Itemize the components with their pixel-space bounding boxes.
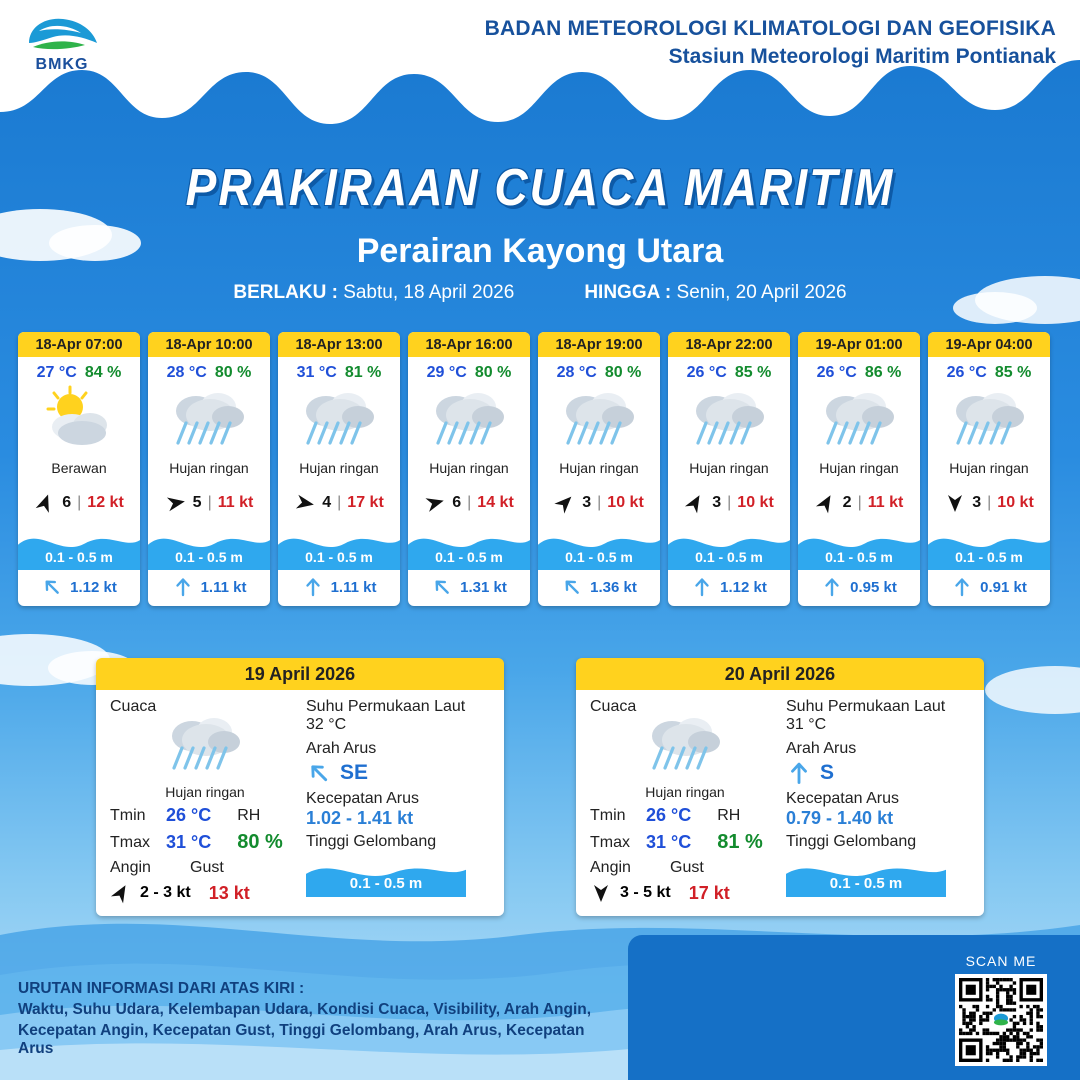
- wind-direction-arrow-icon: [590, 882, 612, 904]
- rain-icon: [928, 384, 1050, 458]
- hourly-temperature: 28 °C: [556, 364, 597, 381]
- hourly-wind: [928, 482, 1050, 524]
- validity-range: [0, 282, 1080, 304]
- hourly-humidity: 80 %: [214, 364, 252, 381]
- daily-current-speed: 1.02 - 1.41 kt: [306, 808, 414, 828]
- hourly-temp-rh: [278, 357, 400, 384]
- daily-wind-speed: 3 - 5 kt: [620, 884, 671, 901]
- rain-icon: [162, 710, 248, 782]
- hourly-time: 18-Apr 22:00: [668, 332, 790, 357]
- hourly-temperature: 27 °C: [36, 364, 77, 381]
- hourly-condition: Berawan: [51, 460, 107, 476]
- hourly-wave-height: 0.1 - 0.5 m: [435, 549, 503, 565]
- hourly-wave-height: 0.1 - 0.5 m: [695, 549, 763, 565]
- daily-wave-box: [306, 855, 466, 897]
- rain-icon: [538, 384, 660, 458]
- valid-from-value: Sabtu, 18 April 2026: [343, 282, 515, 303]
- wind-separator: |: [727, 494, 732, 511]
- footer-line-2: Kecepatan Angin, Kecepatan Gust, Tinggi Gelombang, Arah Arus, Kecepatan Arus: [18, 1022, 585, 1057]
- rain-icon: [148, 384, 270, 458]
- hourly-wind-speed: 12 kt: [87, 494, 124, 511]
- hourly-time: 18-Apr 19:00: [538, 332, 660, 357]
- hourly-time: 18-Apr 10:00: [148, 332, 270, 357]
- hourly-condition: Hujan ringan: [689, 460, 769, 476]
- daily-gust: 13 kt: [208, 882, 250, 903]
- current-direction-arrow-icon: [691, 576, 713, 598]
- current-direction-arrow-icon: [557, 571, 588, 602]
- footer-line-1: Waktu, Suhu Udara, Kelembapan Udara, Kondisi Cuaca, Visibility, Arah Angin,: [18, 1001, 592, 1018]
- hourly-time: 19-Apr 04:00: [928, 332, 1050, 357]
- daily-current-dir-label: Arah Arus: [786, 740, 857, 757]
- daily-forecast-list: [0, 658, 1080, 916]
- hourly-wind-speed: 10 kt: [607, 494, 644, 511]
- wind-separator: |: [467, 494, 472, 511]
- hourly-condition: Hujan ringan: [169, 460, 249, 476]
- hourly-wind-dir: 2: [842, 494, 852, 511]
- daily-tmin-row: [110, 805, 300, 826]
- daily-wind-label: Angin: [110, 859, 151, 876]
- hourly-current: [408, 570, 530, 606]
- page-title: PRAKIRAAN CUACA MARITIM: [185, 157, 895, 217]
- valid-from-label: BERLAKU :: [233, 282, 338, 303]
- hourly-wind-dir: 5: [192, 494, 202, 511]
- daily-current-dir-label: Arah Arus: [306, 740, 377, 757]
- hourly-wind: [798, 482, 920, 524]
- hourly-wind-dir: 6: [452, 494, 462, 511]
- daily-sst: 32 °C: [306, 716, 347, 733]
- valid-to: [584, 282, 846, 304]
- rain-icon: [668, 384, 790, 458]
- hourly-current: [668, 570, 790, 606]
- hourly-time: 18-Apr 16:00: [408, 332, 530, 357]
- rain-icon: [590, 716, 780, 782]
- daily-tmin: 26 °C: [646, 805, 692, 825]
- daily-wave-height: 0.1 - 0.5 m: [349, 875, 423, 892]
- hourly-wind-dir: 3: [972, 494, 982, 511]
- hourly-current: [538, 570, 660, 606]
- hourly-card: [18, 332, 140, 606]
- hourly-wind-speed: 10 kt: [997, 494, 1034, 511]
- hourly-card: [408, 332, 530, 606]
- daily-rh-label: RH: [237, 806, 261, 824]
- daily-gust-label: Gust: [190, 859, 224, 876]
- hourly-card: [538, 332, 660, 606]
- hourly-wave-height: 0.1 - 0.5 m: [955, 549, 1023, 565]
- daily-tmax-label: Tmax: [110, 833, 150, 851]
- page-subtitle: Perairan Kayong Utara: [356, 232, 724, 270]
- daily-sst: 31 °C: [786, 716, 827, 733]
- daily-tmin-label: Tmin: [110, 806, 146, 824]
- rain-icon: [946, 385, 1032, 457]
- wind-direction-arrow-icon: [292, 490, 317, 515]
- daily-tmin-row: [590, 805, 780, 826]
- hourly-current-speed: 1.31 kt: [460, 578, 507, 596]
- hourly-temp-rh: [148, 357, 270, 384]
- daily-current-speed-label: Kecepatan Arus: [786, 790, 899, 807]
- rain-icon: [278, 384, 400, 458]
- hourly-current: [148, 570, 270, 606]
- wind-separator: |: [987, 494, 992, 511]
- hourly-card: [278, 332, 400, 606]
- daily-wave-label: Tinggi Gelombang: [306, 833, 437, 850]
- daily-card: [96, 658, 504, 916]
- daily-wave-label: Tinggi Gelombang: [786, 833, 917, 850]
- rain-icon: [296, 385, 382, 457]
- daily-rh: 81 %: [717, 831, 763, 853]
- hourly-time: 18-Apr 13:00: [278, 332, 400, 357]
- hourly-temperature: 26 °C: [686, 364, 727, 381]
- daily-condition: Hujan ringan: [645, 784, 725, 800]
- daily-tmax-row: [590, 831, 780, 854]
- hourly-wave: [408, 524, 530, 570]
- hourly-card: [668, 332, 790, 606]
- wind-direction-arrow-icon: [550, 487, 581, 518]
- hourly-current: [18, 570, 140, 606]
- bmkg-logo-text: BMKG: [35, 55, 89, 73]
- rain-icon: [426, 385, 512, 457]
- hourly-wind-speed: 14 kt: [477, 494, 514, 511]
- hourly-current: [928, 570, 1050, 606]
- daily-current-dir-row: [786, 760, 970, 786]
- scan-me-label: SCAN ME: [965, 953, 1037, 969]
- daily-wave-height: 0.1 - 0.5 m: [829, 875, 903, 892]
- hourly-forecast-list: [18, 332, 1062, 606]
- partly-cloudy-icon: [36, 385, 122, 457]
- daily-current-dir: SE: [340, 761, 369, 784]
- hourly-condition: Hujan ringan: [949, 460, 1029, 476]
- daily-weather-label: Cuaca: [110, 698, 157, 715]
- hourly-condition: Hujan ringan: [819, 460, 899, 476]
- daily-card: [576, 658, 984, 916]
- hourly-wind: [668, 482, 790, 524]
- daily-date: 20 April 2026: [576, 658, 984, 690]
- hourly-wind-dir: 3: [582, 494, 592, 511]
- hourly-humidity: 86 %: [864, 364, 902, 381]
- current-direction-arrow-icon: [302, 576, 324, 598]
- hourly-temp-rh: [928, 357, 1050, 384]
- daily-current-dir-row: [306, 760, 490, 786]
- hourly-wave-height: 0.1 - 0.5 m: [565, 549, 633, 565]
- daily-tmax-row: [110, 831, 300, 854]
- hourly-wave: [798, 524, 920, 570]
- daily-sst-label: Suhu Permukaan Laut: [786, 698, 946, 715]
- scan-me-block[interactable]: [946, 953, 1056, 1066]
- hourly-current-speed: 1.36 kt: [590, 578, 637, 596]
- daily-weather-label: Cuaca: [590, 698, 637, 715]
- hourly-condition: Hujan ringan: [429, 460, 509, 476]
- station-name: Stasiun Meteorologi Maritim Pontianak: [668, 44, 1056, 68]
- qr-code[interactable]: [955, 974, 1047, 1066]
- daily-tmax: 31 °C: [646, 832, 692, 852]
- hourly-temperature: 26 °C: [946, 364, 987, 381]
- hourly-wind: [278, 482, 400, 524]
- header-titles: [485, 17, 1056, 68]
- daily-gust-label: Gust: [670, 859, 704, 876]
- rain-icon: [556, 385, 642, 457]
- hourly-current: [798, 570, 920, 606]
- hourly-temp-rh: [408, 357, 530, 384]
- footer-title: URUTAN INFORMASI DARI ATAS KIRI :: [18, 980, 305, 997]
- hourly-wave: [538, 524, 660, 570]
- current-direction-arrow-icon: [427, 571, 458, 602]
- wind-direction-arrow-icon: [422, 490, 449, 517]
- hourly-current-speed: 0.95 kt: [850, 578, 897, 596]
- hourly-temp-rh: [18, 357, 140, 384]
- daily-wind-label-row: [110, 859, 300, 877]
- daily-wind-speed: 2 - 3 kt: [140, 884, 191, 901]
- hourly-temp-rh: [668, 357, 790, 384]
- hourly-wave: [668, 524, 790, 570]
- wind-separator: |: [337, 494, 342, 511]
- hourly-wave: [278, 524, 400, 570]
- rain-icon: [166, 385, 252, 457]
- hourly-temperature: 26 °C: [816, 364, 857, 381]
- daily-wind-row: [110, 882, 300, 904]
- hourly-temperature: 31 °C: [296, 364, 337, 381]
- hourly-card: [928, 332, 1050, 606]
- hourly-current-speed: 1.12 kt: [720, 578, 767, 596]
- rain-icon: [816, 385, 902, 457]
- bmkg-logo: [14, 13, 110, 74]
- wind-separator: |: [597, 494, 602, 511]
- hourly-wave-height: 0.1 - 0.5 m: [305, 549, 373, 565]
- hourly-wave: [18, 524, 140, 570]
- valid-from: [233, 282, 514, 304]
- daily-rh: 80 %: [237, 831, 283, 853]
- hourly-wind: [18, 482, 140, 524]
- wind-separator: |: [857, 494, 862, 511]
- rain-icon: [110, 716, 300, 782]
- current-direction-arrow-icon: [786, 760, 812, 786]
- page-header: [0, 0, 1080, 80]
- hourly-card: [798, 332, 920, 606]
- hourly-card: [148, 332, 270, 606]
- current-direction-arrow-icon: [821, 576, 843, 598]
- wind-direction-arrow-icon: [163, 490, 188, 515]
- hourly-current-speed: 1.11 kt: [200, 578, 247, 596]
- hourly-time: 18-Apr 07:00: [18, 332, 140, 357]
- valid-to-value: Senin, 20 April 2026: [676, 282, 847, 303]
- wind-direction-arrow-icon: [106, 878, 136, 908]
- current-direction-arrow-icon: [301, 755, 338, 792]
- hourly-humidity: 85 %: [734, 364, 772, 381]
- wind-direction-arrow-icon: [680, 488, 710, 518]
- hourly-wind-dir: 3: [712, 494, 722, 511]
- hourly-wind-speed: 17 kt: [347, 494, 384, 511]
- daily-wind-label-row: [590, 859, 780, 877]
- wind-separator: |: [207, 494, 212, 511]
- daily-wind-row: [590, 882, 780, 904]
- valid-to-label: HINGGA :: [584, 282, 672, 303]
- hourly-humidity: 81 %: [344, 364, 382, 381]
- wind-direction-arrow-icon: [944, 492, 966, 514]
- hourly-wind-dir: 6: [62, 494, 72, 511]
- daily-tmin-label: Tmin: [590, 806, 626, 824]
- rain-icon: [408, 384, 530, 458]
- bmkg-logo-mark: [23, 13, 101, 55]
- hourly-humidity: 84 %: [84, 364, 122, 381]
- hourly-temperature: 29 °C: [426, 364, 467, 381]
- daily-tmax-label: Tmax: [590, 833, 630, 851]
- wind-separator: |: [77, 494, 82, 511]
- partly-cloudy-icon: [18, 384, 140, 458]
- hourly-temperature: 28 °C: [166, 364, 207, 381]
- hourly-wave: [928, 524, 1050, 570]
- hourly-wind: [148, 482, 270, 524]
- hourly-humidity: 80 %: [604, 364, 642, 381]
- rain-icon: [642, 710, 728, 782]
- daily-rh-label: RH: [717, 806, 741, 824]
- rain-icon: [798, 384, 920, 458]
- hourly-wave: [148, 524, 270, 570]
- daily-current-dir: S: [820, 761, 835, 784]
- rain-icon: [686, 385, 772, 457]
- hourly-time: 19-Apr 01:00: [798, 332, 920, 357]
- daily-tmin: 26 °C: [166, 805, 212, 825]
- hourly-condition: Hujan ringan: [299, 460, 379, 476]
- hourly-wind: [538, 482, 660, 524]
- hourly-wind-speed: 11 kt: [867, 494, 904, 511]
- daily-wave-box: [786, 855, 946, 897]
- hourly-wave-height: 0.1 - 0.5 m: [175, 549, 243, 565]
- daily-condition: Hujan ringan: [165, 784, 245, 800]
- hourly-condition: Hujan ringan: [559, 460, 639, 476]
- daily-tmax: 31 °C: [166, 832, 212, 852]
- hourly-current-speed: 1.11 kt: [330, 578, 377, 596]
- daily-current-speed-label: Kecepatan Arus: [306, 790, 419, 807]
- wind-direction-arrow-icon: [31, 489, 59, 517]
- hourly-current-speed: 1.12 kt: [70, 578, 117, 596]
- hourly-wave-height: 0.1 - 0.5 m: [825, 549, 893, 565]
- hourly-wind: [408, 482, 530, 524]
- hourly-humidity: 80 %: [474, 364, 512, 381]
- hourly-current: [278, 570, 400, 606]
- current-direction-arrow-icon: [951, 576, 973, 598]
- footer-legend: [0, 962, 620, 1080]
- daily-date: 19 April 2026: [96, 658, 504, 690]
- hourly-wave-height: 0.1 - 0.5 m: [45, 549, 113, 565]
- hourly-humidity: 85 %: [994, 364, 1032, 381]
- daily-current-speed: 0.79 - 1.40 kt: [786, 808, 894, 828]
- current-direction-arrow-icon: [37, 571, 68, 602]
- agency-name: BADAN METEOROLOGI KLIMATOLOGI DAN GEOFISIKA: [484, 17, 1056, 41]
- hourly-temp-rh: [798, 357, 920, 384]
- hourly-temp-rh: [538, 357, 660, 384]
- daily-gust: 17 kt: [688, 882, 730, 903]
- daily-wind-label: Angin: [590, 859, 631, 876]
- hourly-wind-speed: 10 kt: [737, 494, 774, 511]
- hourly-current-speed: 0.91 kt: [980, 578, 1027, 596]
- daily-sst-label: Suhu Permukaan Laut: [306, 698, 466, 715]
- current-direction-arrow-icon: [172, 576, 194, 598]
- wind-direction-arrow-icon: [811, 488, 841, 518]
- hourly-wind-dir: 4: [322, 494, 332, 511]
- hourly-wind-speed: 11 kt: [217, 494, 254, 511]
